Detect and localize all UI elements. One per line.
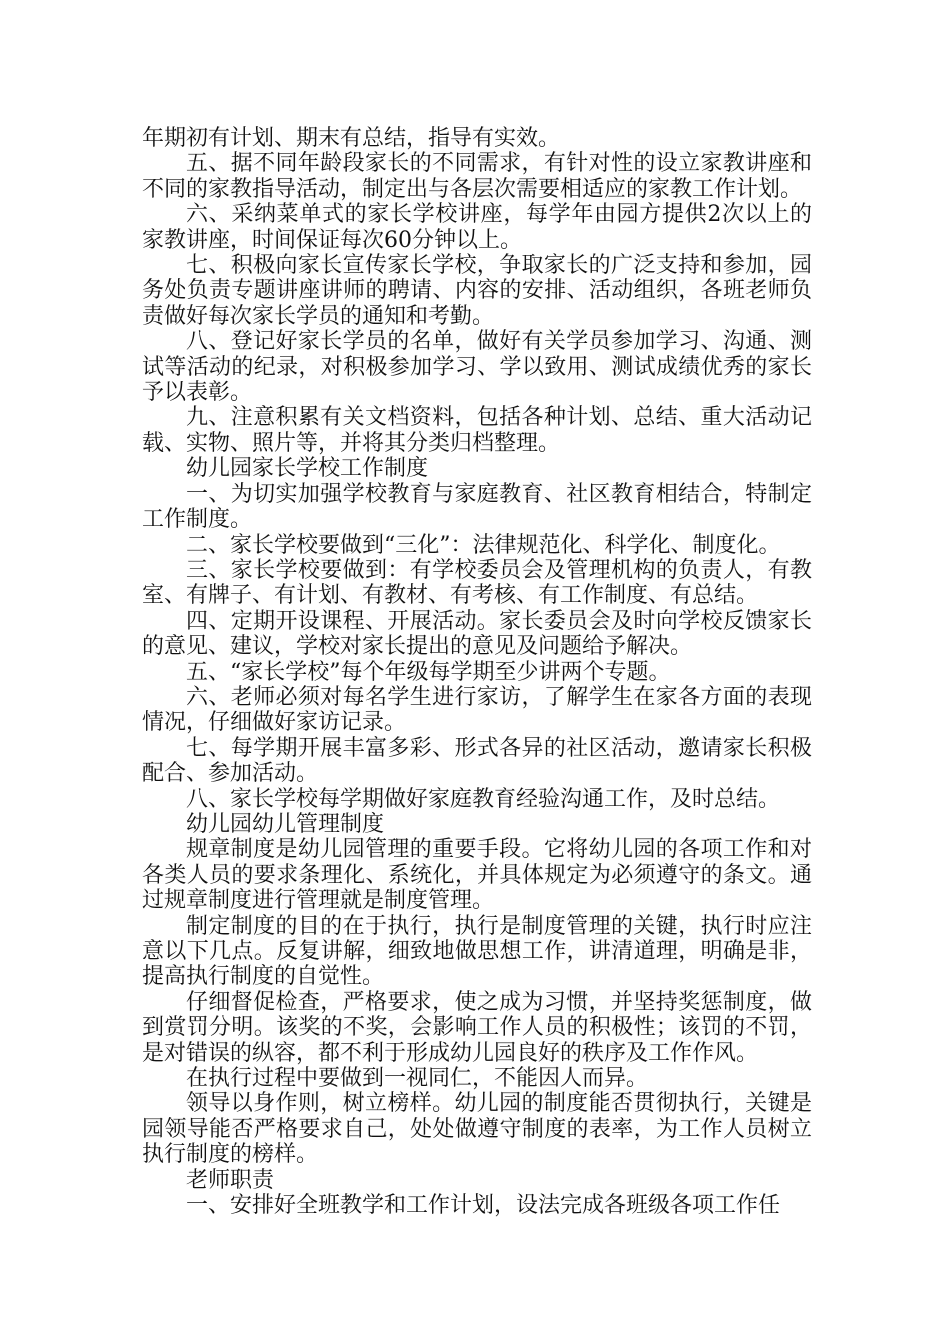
rule-item-5: 五、“家长学校”每个年级每学期至少讲两个专题。 bbox=[186, 659, 671, 685]
rule-item-2: 二、家长学校要做到“三化”：法律规范化、科学化、制度化。 bbox=[186, 532, 781, 558]
section-heading-teacher-duties: 老师职责 bbox=[186, 1167, 275, 1193]
rule-item-7: 七、每学期开展丰富多彩、形式各异的社区活动，邀请家长积极配合、参加活动。 bbox=[142, 735, 812, 787]
section-heading-parent-school-rules: 幼儿园家长学校工作制度 bbox=[186, 456, 429, 482]
management-paragraph-2: 制定制度的目的在于执行，执行是制度管理的关键，执行时应注意以下几点。反复讲解，细致地做思想工作，讲清道理，明确是非，提高执行制度的自觉性。 bbox=[142, 913, 812, 990]
rule-item-6: 六、老师必须对每名学生进行家访，了解学生在家各方面的表现情况，仔细做好家访记录。 bbox=[142, 684, 812, 736]
management-paragraph-5: 领导以身作则，树立榜样。幼儿园的制度能否贯彻执行，关键是园领导能否严格要求自己，处处做遵守制度的表率，为工作人员树立执行制度的榜样。 bbox=[142, 1091, 812, 1168]
rule-item-3: 三、家长学校要做到：有学校委员会及管理机构的负责人，有教室、有牌子、有计划、有教材、有考核、有工作制度、有总结。 bbox=[142, 557, 812, 609]
paragraph-item-9: 九、注意积累有关文档资料，包括各种计划、总结、重大活动记载、实物、照片等，并将其分类归档整理。 bbox=[142, 405, 812, 456]
document-body bbox=[142, 126, 812, 1218]
management-paragraph-1: 规章制度是幼儿园管理的重要手段。它将幼儿园的各项工作和对各类人员的要求条理化、系统化，并具体规定为必须遵守的条文。通过规章制度进行管理就是制度管理。 bbox=[142, 837, 812, 914]
paragraph-continuation: 年期初有计划、期末有总结，指导有实效。 bbox=[142, 126, 561, 151]
management-paragraph-4: 在执行过程中要做到一视同仁，不能因人而异。 bbox=[186, 1066, 649, 1092]
paragraph-item-5: 五、据不同年龄段家长的不同需求，有针对性的设立家教讲座和不同的家教指导活动，制定出与各层次需要相适应的家教工作计划。 bbox=[142, 151, 812, 202]
rule-item-8: 八、家长学校每学期做好家庭教育经验沟通工作，及时总结。 bbox=[186, 786, 781, 812]
paragraph-item-7: 七、积极向家长宣传家长学校，争取家长的广泛支持和参加，园务处负责专题讲座讲师的聘请、内容的安排、活动组织，各班老师负责做好每次家长学员的通知和考勤。 bbox=[142, 253, 812, 329]
paragraph-item-8: 八、登记好家长学员的名单，做好有关学员参加学习、沟通、测试等活动的纪录，对积极参加学习、学以致用、测试成绩优秀的家长予以表彰。 bbox=[142, 329, 812, 406]
paragraph-item-6: 六、采纳菜单式的家长学校讲座，每学年由园方提供2次以上的家教讲座，时间保证每次60分钟以上。 bbox=[142, 202, 812, 253]
rule-item-1: 一、为切实加强学校教育与家庭教育、社区教育相结合，特制定工作制度。 bbox=[142, 481, 812, 533]
duty-item-1: 一、安排好全班教学和工作计划，设法完成各班级各项工作任 bbox=[186, 1193, 781, 1219]
section-heading-child-management: 幼儿园幼儿管理制度 bbox=[186, 811, 385, 837]
management-paragraph-3: 仔细督促检查，严格要求，使之成为习惯，并坚持奖惩制度，做到赏罚分明。该奖的不奖，会影响工作人员的积极性；该罚的不罚，是对错误的纵容，都不利于形成幼儿园良好的秩序及工作作风。 bbox=[142, 989, 812, 1066]
rule-item-4: 四、定期开设课程、开展活动。家长委员会及时向学校反馈家长的意见、建议，学校对家长提出的意见及问题给予解决。 bbox=[142, 608, 812, 660]
